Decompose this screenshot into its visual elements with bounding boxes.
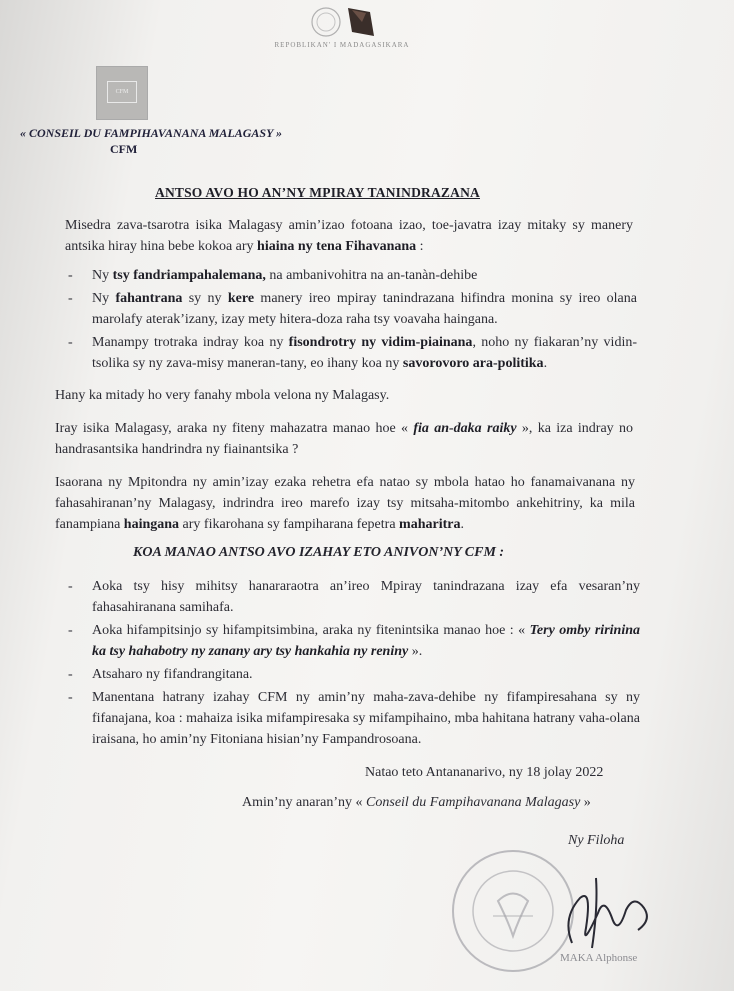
place-date: Natao teto Antananarivo, ny 18 jolay 2022 <box>365 765 604 780</box>
organization-italic: Conseil du Fampihavanana Malagasy <box>366 795 581 810</box>
list-item-text: , noho ny fiakaran’ny vidin-tsolika sy ny zava-misy maneran-tany, eo ihany koa ny <box>92 335 637 371</box>
list-item <box>65 687 640 750</box>
paragraph-thanks <box>55 472 635 535</box>
intro-text: Misedra zava-tsarotra isika Malagasy amin’izao fotoana izao, toe-javatra izay mitaky sy manery antsika hiray hina bebe kokoa ary <box>65 218 633 254</box>
cfm-logo-text: CFM <box>107 81 137 103</box>
bullet-dash: - <box>68 268 73 283</box>
paragraph-hope: Hany ka mitady ho very fanahy mbola velona ny Malagasy. <box>55 388 390 403</box>
on-behalf-text: Amin’ny anaran’ny « <box>242 795 367 810</box>
list-item <box>65 288 637 330</box>
list-item-text: Aoka tsy hisy mihitsy hanararaotra an’ireo Mpiray tanindrazana izay efa vesaran’ny fahasahiranana samihafa. <box>92 579 640 615</box>
list-item <box>65 265 637 286</box>
list-item-bold: fahantrana <box>115 291 183 306</box>
list-item-text: Aoka hifampitsinjo sy hifampitsimbina, araka ny fitenintsika manao hoe : « <box>92 623 530 638</box>
list-item-bold: tsy fandriampahalemana, <box>112 268 266 283</box>
signature-icon <box>552 858 672 958</box>
list-item-text: ». <box>408 644 423 659</box>
president-title: Ny Filoha <box>568 833 625 848</box>
bullet-dash: - <box>68 690 73 705</box>
paragraph-text: ary fikarohana sy fampiharana fepetra <box>179 517 400 532</box>
paragraph-text: », ka iza indray no handrasantsika handrindra ny fiainantsika ? <box>55 421 634 457</box>
proverb-text: Tery omby ririnina ka tsy hahabotry ny zanany ary tsy hankahia ny reniny <box>92 623 640 659</box>
paragraph-bold: maharitra <box>399 517 461 532</box>
list-item-bold: savorovoro ara-politika <box>402 356 544 371</box>
intro-end: : <box>416 239 424 254</box>
paragraph-text: . <box>460 517 464 532</box>
cfm-logo <box>96 66 148 120</box>
list-item-text: Atsaharo ny fifandrangitana. <box>92 667 253 682</box>
intro-paragraph <box>65 215 633 257</box>
appeal-list <box>65 576 640 752</box>
on-behalf-line <box>242 792 591 813</box>
list-item-bold: kere <box>227 291 255 306</box>
bullet-dash: - <box>68 335 73 350</box>
paragraph-bold: haingana <box>123 517 180 532</box>
list-item <box>65 332 637 374</box>
bullet-dash: - <box>68 291 73 306</box>
intro-bold: hiaina ny tena Fihavanana <box>257 239 417 254</box>
list-item-bold: fisondrotry ny vidim-piainana <box>288 335 473 350</box>
list-item <box>65 576 640 618</box>
list-item <box>65 664 640 685</box>
list-item-text: na ambanivohitra na an-tanàn-dehibe <box>265 268 478 283</box>
proverb-text: fia an-daka raiky <box>413 421 517 436</box>
paragraph-text: Isaorana ny Mpitondra ny amin’izay ezaka rehetra efa natao sy mbola hatao ho fanamaivanana ny fahasahiranan’ny Malagasy, indrindra ireo marefo izay tsy mitsaha-mitombo ankehitriny, ka mila fanampiana <box>55 475 635 532</box>
list-item <box>65 620 640 662</box>
republic-emblem-icon <box>296 2 396 42</box>
list-item-text: Manampy trotraka indray koa ny <box>92 335 289 350</box>
list-item-text: manery ireo mpiray tanindrazana hifindra monina sy ireo olana marolafy aterak’izany, izay mety hitera-doza raha tsy voavaha haingana. <box>92 291 637 327</box>
on-behalf-text: » <box>580 795 591 810</box>
appeal-heading: KOA MANAO ANTSO AVO IZAHAY ETO ANIVON’NY CFM : <box>133 545 505 560</box>
organization-abbreviation: CFM <box>110 142 138 156</box>
bullet-dash: - <box>68 667 73 682</box>
list-item-text: . <box>543 356 548 371</box>
bullet-dash: - <box>68 579 73 594</box>
list-item-text: sy ny <box>182 291 228 306</box>
list-item-text: Manentana hatrany izahay CFM ny amin’ny maha-zava-dehibe ny fifampiresahana sy ny fifanajana, koa : mahaiza isika mifampiresaka sy mifampihaino, mba hahitana hatrany vaha-olana iraisana, ho amin’ny Fitoniana hisian’ny Fampandrosoana. <box>92 690 640 747</box>
document-title: ANTSO AVO HO AN’NY MPIRAY TANINDRAZANA <box>155 185 480 200</box>
organization-name: « CONSEIL DU FAMPIHAVANANA MALAGASY » <box>20 126 282 140</box>
list-item-text: Ny <box>92 268 113 283</box>
problems-list <box>65 265 637 376</box>
republic-text: REPOBLIKAN' I MADAGASIKARA <box>274 41 410 49</box>
bullet-dash: - <box>68 623 73 638</box>
paragraph-unity <box>55 418 633 460</box>
signatory-name: MAKA Alphonse <box>560 952 638 964</box>
list-item-text: Ny <box>92 291 116 306</box>
paragraph-text: Iray isika Malagasy, araka ny fiteny mahazatra manao hoe « <box>55 421 414 436</box>
